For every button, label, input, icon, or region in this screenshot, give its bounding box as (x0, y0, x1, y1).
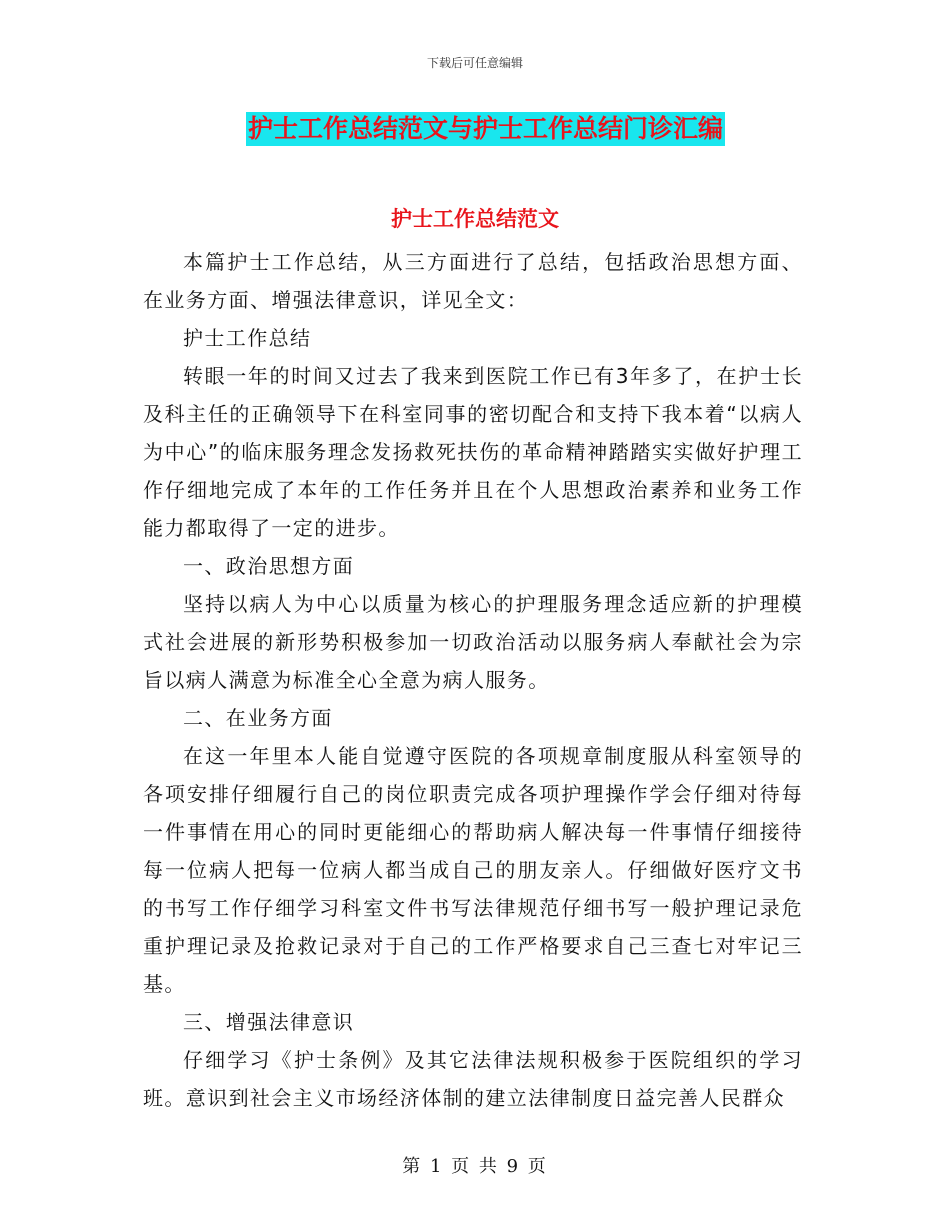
heading-political: 一、政治思想方面 (183, 554, 355, 578)
paragraph-heading-summary: 护士工作总结 (183, 326, 312, 350)
paragraph-intro: 本篇护士工作总结，从三方面进行了总结，包括政治思想方面、在业务方面、增强法律意识，详见全文： (143, 250, 803, 312)
heading-business: 二、在业务方面 (183, 706, 333, 730)
document-body (143, 243, 803, 1117)
paragraph-overview: 转眼一年的时间又过去了我来到医院工作已有3年多了，在护士长及科主任的正确领导下在科室同事的密切配合和支持下我本着“以病人为中心”的临床服务理念发扬救死扶伤的革命精神踏踏实实做好护理工作仔细地完成了本年的工作任务并且在个人思想政治素养和业务工作能力都取得了一定的进步。 (143, 364, 803, 540)
page-number: 第 1 页 共 9 页 (402, 1156, 548, 1177)
header-note: 下载后可任意编辑 (426, 56, 523, 70)
heading-legal: 三、增强法律意识 (183, 1010, 355, 1034)
document-title: 护士工作总结范文与护士工作总结门诊汇编 (246, 112, 725, 146)
paragraph-business: 在这一年里本人能自觉遵守医院的各项规章制度服从科室领导的各项安排仔细履行自己的岗位职责完成各项护理操作学会仔细对待每一件事情在用心的同时更能细心的帮助病人解决每一件事情仔细接待每一位病人把每一位病人都当成自己的朋友亲人。仔细做好医疗文书的书写工作仔细学习科室文件书写法律规范仔细书写一般护理记录危重护理记录及抢救记录对于自己的工作严格要求自己三查七对牢记三基。 (143, 744, 803, 996)
paragraph-legal: 仔细学习《护士条例》及其它法律法规积极参于医院组织的学习班。意识到社会主义市场经济体制的建立法律制度日益完善人民群众 (143, 1048, 803, 1110)
paragraph-political: 坚持以病人为中心以质量为核心的护理服务理念适应新的护理模式社会进展的新形势积极参加一切政治活动以服务病人奉献社会为宗旨以病人满意为标准全心全意为病人服务。 (143, 592, 803, 692)
section-title: 护士工作总结范文 (391, 206, 559, 231)
